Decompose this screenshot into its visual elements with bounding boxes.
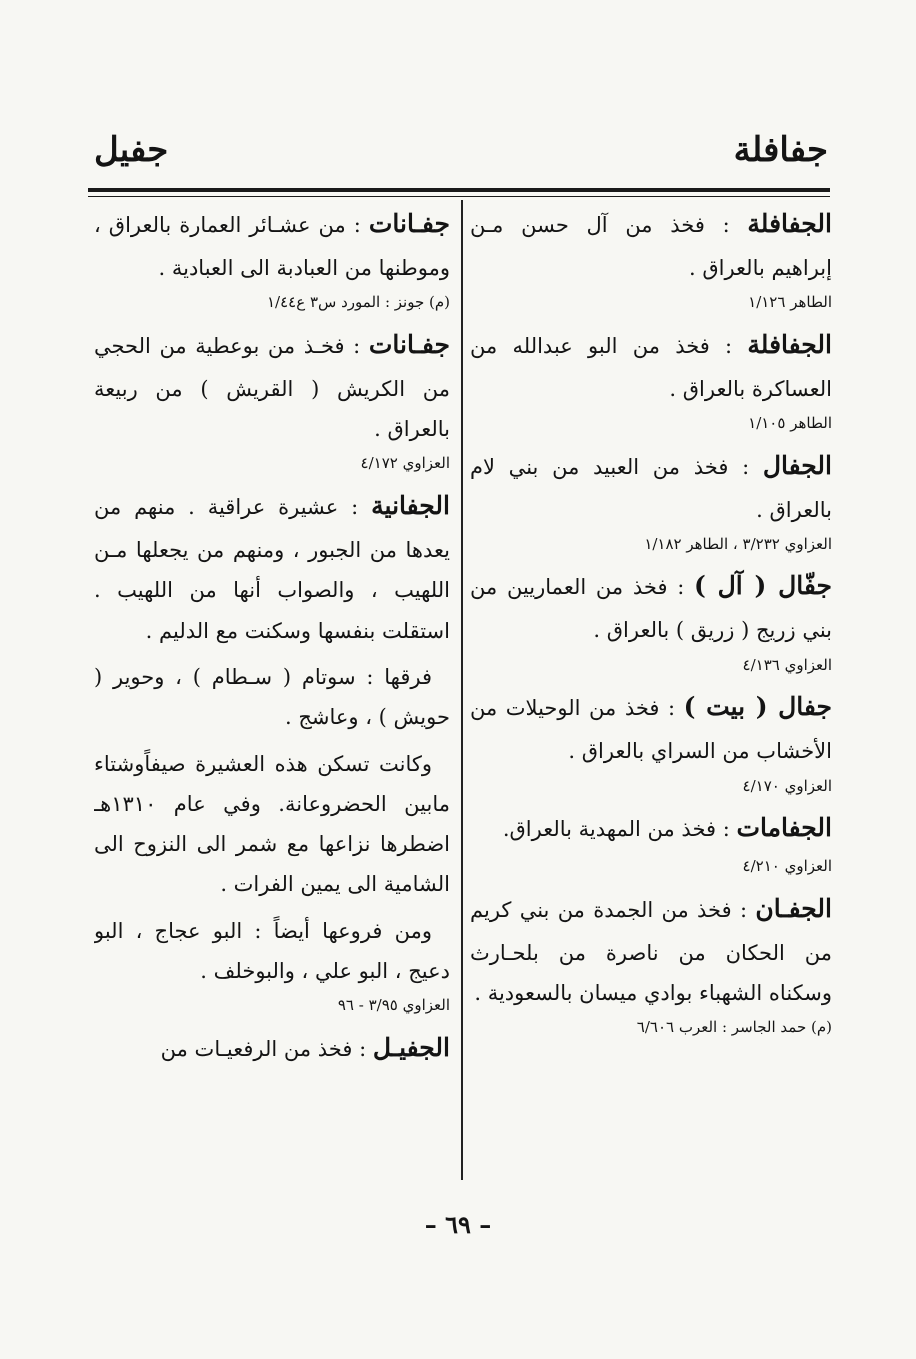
running-head-left: جفيل bbox=[94, 130, 169, 170]
entry-reference: (م) جونز : المورد س٣ ع١/٤٤ bbox=[267, 293, 450, 312]
entry-paragraph: ومن فروعها أيضاً : البو عجاج ، البو دعيج ، البو علي ، والبوخلف . bbox=[94, 918, 450, 984]
column-divider bbox=[461, 200, 463, 1180]
entry-headword: الجفـان bbox=[755, 893, 832, 923]
entry-definition: : فخذ من العماريين من بني زريج ( زريق ) بالعراق . bbox=[470, 575, 832, 643]
entry-text bbox=[94, 321, 450, 450]
entry-headword: الجفافلة bbox=[747, 209, 832, 238]
entry-headword: الجفال bbox=[762, 450, 832, 480]
entry-reference: الطاهر ١/١٠٥ bbox=[748, 414, 832, 433]
entry-headword: جفـانات bbox=[368, 329, 450, 359]
entry-text bbox=[470, 562, 832, 650]
left-column bbox=[94, 200, 450, 1185]
entry-definition: : فخذ من آل حسن مـن إبراهيم بالعراق . bbox=[470, 213, 832, 280]
right-column bbox=[470, 200, 832, 1185]
entry-reference: الطاهر ١/١٢٦ bbox=[748, 293, 832, 312]
entry-paragraph: وكانت تسكن هذه العشيرة صيفاًوشتاء مابين الحضروعانة. وفي عام ١٣١٠هـ اضطرها نزاعها مع شمر الى النزوح الى الشامية الى يمين الفرات . bbox=[94, 751, 450, 897]
entry bbox=[94, 1024, 450, 1072]
entry bbox=[470, 442, 832, 559]
entry-headword: جفال ( بيت ) bbox=[683, 692, 832, 722]
page-number: – ٦٩ – bbox=[424, 1210, 492, 1239]
entry-headword: جفـانات bbox=[368, 209, 450, 238]
entry-definition: : فخذ من الجمدة من بني كريم من الحكان من ناصرة من بلحـارث وسكناه الشهباء بوادي ميسان بالسعودية . bbox=[470, 897, 832, 1005]
entry-reference: العزاوي ٤/١٧٠ bbox=[742, 776, 832, 795]
entry-reference: العزاوي ٤/٢١٠ bbox=[742, 857, 832, 876]
entry-text bbox=[94, 482, 450, 651]
entry bbox=[94, 321, 450, 478]
entry-headword: الجفانية bbox=[371, 490, 450, 520]
header-rule-thick bbox=[88, 188, 830, 192]
entry bbox=[94, 200, 450, 317]
entry-definition: : فخذ من المهدية بالعراق. bbox=[502, 817, 730, 842]
running-head-right: جفافلة bbox=[733, 130, 828, 170]
entry-headword: الجفامات bbox=[736, 813, 832, 843]
entry-definition: : فخذ من الوحيلات من الأخشاب من السراي بالعراق . bbox=[470, 696, 832, 764]
entry-text bbox=[470, 442, 832, 530]
entry-text bbox=[94, 1024, 450, 1072]
entry-definition: : عشيرة عراقية . منهم من يعدها من الجبور ، ومنهم من يجعلها مـن اللهيب ، والصواب أنها من اللهيب . استقلت بنفسها وسكنت مع الدليم . bbox=[94, 494, 450, 643]
entry bbox=[94, 482, 450, 1020]
entry bbox=[470, 683, 832, 800]
entry-definition: : فخـذ من بوعطية من الحجي من الكريش ( القريش ) من ربيعة بالعراق . bbox=[94, 333, 450, 442]
entry bbox=[470, 562, 832, 679]
entry-headword: جفّال ( آل ) bbox=[694, 571, 832, 601]
entry-headword: الجفافلة bbox=[747, 329, 832, 359]
entry-paragraph: فرقها : سوتام ( سـطام ) ، وحوير ( حويش ) ، وعاشج . bbox=[94, 664, 450, 730]
entry-definition: : فخذ من العبيد من بني لام بالعراق . bbox=[470, 454, 832, 522]
entry-definition: : فخذ من البو عبدالله من العساكرة بالعراق . bbox=[470, 333, 832, 401]
entry bbox=[470, 804, 832, 881]
entry bbox=[470, 200, 832, 317]
entry-reference: العزاوي ٤/١٣٦ bbox=[742, 655, 832, 674]
entry-definition: : فخذ من الرفعيـات من bbox=[160, 1036, 367, 1061]
entry-reference: العزاوي ٣/٢٣٢ ، الطاهر ١/١٨٢ bbox=[644, 534, 832, 553]
entry bbox=[470, 885, 832, 1042]
entry-text bbox=[470, 321, 832, 409]
entry-reference: العزاوي ٤/١٧٢ bbox=[360, 454, 450, 473]
header-rule-thin bbox=[88, 196, 830, 197]
entry bbox=[470, 321, 832, 438]
entry-headword: الجفيـل bbox=[372, 1032, 450, 1062]
entry-definition: : من عشـائر العمارة بالعراق ، وموطنها من العبادبة الى العبادية . bbox=[94, 213, 450, 280]
entry-text bbox=[470, 200, 832, 288]
entry-text bbox=[470, 683, 832, 771]
entry-text bbox=[470, 804, 832, 852]
entry-text bbox=[470, 885, 832, 1014]
entry-reference: (م) حمد الجاسر : العرب ٦/٦٠٦ bbox=[636, 1018, 832, 1037]
entry-reference: العزاوي ٣/٩٥ - ٩٦ bbox=[337, 996, 450, 1015]
entry-text bbox=[94, 200, 450, 288]
